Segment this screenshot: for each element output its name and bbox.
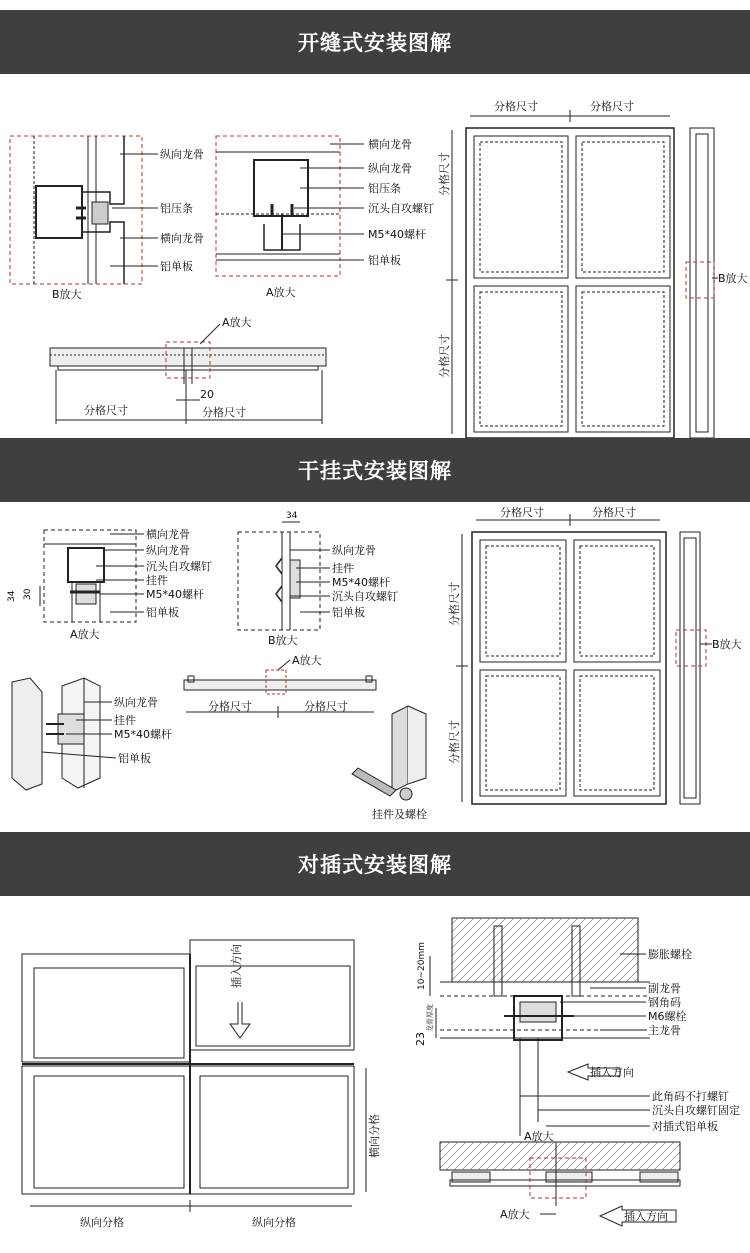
s1-elev-callout: B放大: [718, 272, 748, 285]
s2-b-label-3: M5*40螺杆: [332, 576, 390, 589]
s3-detail-label-5: 主龙骨: [648, 1024, 681, 1037]
s3-section-detail: [430, 918, 650, 1136]
s2-a-label-1: 横向龙骨: [146, 528, 190, 541]
s1-b-label-1: 纵向龙骨: [160, 148, 204, 161]
s1-b-label-4: 铝单板: [160, 260, 193, 273]
b-detail-drawing: [10, 136, 142, 284]
s2-section-dim-right: 分格尺寸: [304, 700, 348, 713]
section-title-3: 对插式安装图解: [298, 853, 452, 877]
s2-elev-side-top: 分格尺寸: [448, 582, 461, 626]
s3-elev-bottom-left: 纵向分格: [80, 1216, 124, 1229]
s1-a-label-4: 沉头自攻螺钉: [368, 202, 434, 215]
s2-a-detail-drawing: [40, 530, 136, 622]
section-header-3: [0, 832, 750, 896]
s2-elev-side-bottom: 分格尺寸: [448, 720, 461, 764]
s3-bottom-callout-top: A放大: [524, 1130, 554, 1143]
s2-a-label-5: M5*40螺杆: [146, 588, 204, 601]
section-header-1: [0, 10, 750, 74]
s1-section-dim-right: 分格尺寸: [202, 406, 246, 419]
s2-hardware-caption: 挂件及螺栓: [372, 808, 427, 821]
insert-type-diagram: [0, 896, 750, 1253]
s1-section-callout: A放大: [222, 316, 252, 329]
s3-detail-label-2: 副龙骨: [648, 982, 681, 995]
s3-elev-insert-dir: 插入方向: [230, 944, 243, 988]
s2-a-label-4: 挂件: [146, 574, 168, 587]
s2-iso-label-1: 纵向龙骨: [114, 696, 158, 709]
s2-iso-label-4: 铝单板: [118, 752, 151, 765]
s1-elev-top-left: 分格尺寸: [494, 100, 538, 113]
s2-b-label-1: 纵向龙骨: [332, 544, 376, 557]
s2-a-dim1: 34: [7, 590, 17, 602]
a-detail-drawing: [216, 136, 340, 276]
s2-b-caption: B放大: [268, 634, 298, 647]
s3-elev-bottom-right: 纵向分格: [252, 1216, 296, 1229]
s3-elev-side-dim: 横向分格: [368, 1114, 381, 1158]
s1-a-label-1: 横向龙骨: [368, 138, 412, 151]
s2-elev-callout: B放大: [712, 638, 742, 651]
s2-a-label-3: 沉头自攻螺钉: [146, 560, 212, 573]
s1-a-label-5: M5*40螺杆: [368, 228, 426, 241]
section-title-1: 开缝式安装图解: [298, 31, 452, 55]
s2-elevation: [456, 514, 706, 804]
section-title-2: 干挂式安装图解: [298, 459, 452, 483]
s2-hardware-drawing: [352, 706, 426, 800]
s2-elev-top-right: 分格尺寸: [592, 506, 636, 519]
s3-detail-insert-dir: 插入方向: [590, 1066, 634, 1079]
s2-elev-top-left: 分格尺寸: [500, 506, 544, 519]
s2-a-label-2: 纵向龙骨: [146, 544, 190, 557]
s3-detail-note-1: 此角码不打螺钉: [652, 1090, 729, 1103]
s1-elev-top-right: 分格尺寸: [590, 100, 634, 113]
s1-a-caption: A放大: [266, 286, 296, 299]
s3-detail-label-1: 膨胀螺栓: [648, 948, 692, 961]
s2-b-detail-drawing: [238, 522, 320, 630]
section-header-2: [0, 438, 750, 502]
s3-detail-depth-num: 23: [414, 1032, 427, 1046]
s3-detail-note-3: 对插式铝单板: [652, 1120, 718, 1133]
s2-b-dim: 34: [286, 511, 298, 521]
s1-a-label-2: 纵向龙骨: [368, 162, 412, 175]
s2-b-label-5: 铝单板: [332, 606, 365, 619]
s3-bottom-callout-bottom: A放大: [500, 1208, 530, 1221]
s3-detail-note-2: 沉头自攻螺钉固定: [652, 1104, 740, 1117]
s2-iso-label-3: M5*40螺杆: [114, 728, 172, 741]
s3-elevation-drawing: [22, 940, 366, 1212]
open-joint-elevation: [446, 110, 714, 438]
dry-hang-diagram: [0, 502, 750, 832]
s2-a-caption: A放大: [70, 628, 100, 641]
s3-detail-depth-txt: 龙骨厚度: [426, 1004, 434, 1032]
s2-section-dim-left: 分格尺寸: [208, 700, 252, 713]
s2-a-label-6: 铝单板: [146, 606, 179, 619]
s1-section-gap: 20: [200, 388, 214, 401]
open-joint-diagram: [0, 74, 750, 438]
s2-section-callout: A放大: [292, 654, 322, 667]
s1-b-label-2: 铝压条: [160, 202, 193, 215]
s2-iso-label-2: 挂件: [114, 714, 136, 727]
s1-a-label-6: 铝单板: [368, 254, 401, 267]
s1-a-label-3: 铝压条: [368, 182, 401, 195]
s1-elev-side-bottom: 分格尺寸: [438, 334, 451, 378]
s1-section-dim-left: 分格尺寸: [84, 404, 128, 417]
s2-b-label-4: 沉头自攻螺钉: [332, 590, 398, 603]
s3-detail-label-4: M6螺栓: [648, 1010, 687, 1023]
s1-elev-side-top: 分格尺寸: [438, 152, 451, 196]
s1-b-caption: B放大: [52, 288, 82, 301]
s1-b-label-3: 横向龙骨: [160, 232, 204, 245]
s3-detail-gap: 10~20mm: [417, 942, 427, 990]
s3-detail-label-3: 钢角码: [648, 996, 681, 1009]
s2-a-dim2: 30: [23, 588, 33, 600]
s2-b-label-2: 挂件: [332, 562, 354, 575]
s3-bottom-insert-dir: 插入方向: [624, 1210, 668, 1223]
